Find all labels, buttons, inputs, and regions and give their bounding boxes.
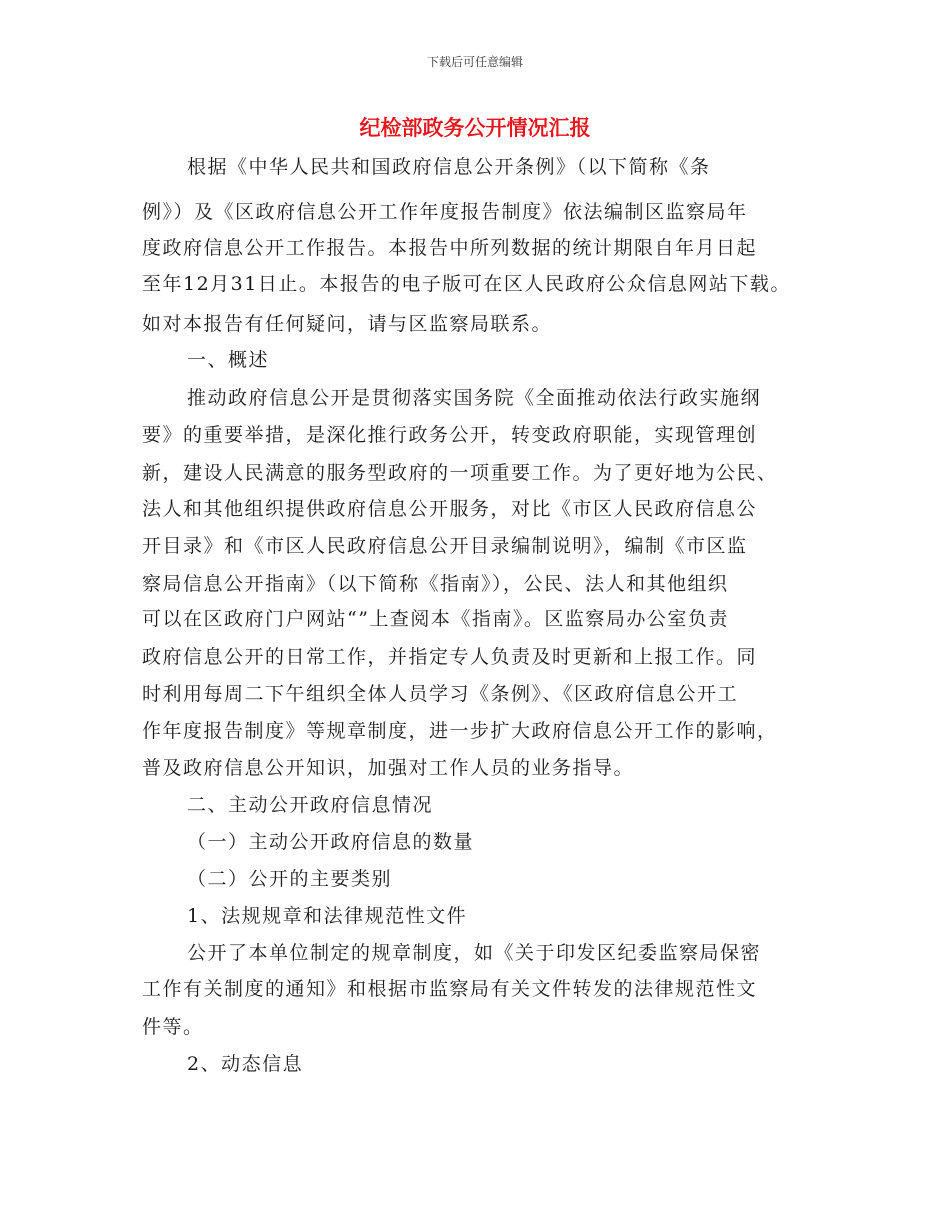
paragraph-line: 至年12月31日止。本报告的电子版可在区人民政府公众信息网站下载。 xyxy=(142,273,791,295)
item-heading: 1、法规规章和法律规范性文件 xyxy=(187,905,468,927)
paragraph-line: 度政府信息公开工作报告。本报告中所列数据的统计期限自年月日起 xyxy=(142,237,758,259)
document-title: 纪检部政务公开情况汇报 xyxy=(359,115,591,140)
paragraph-line: 法人和其他组织提供政府信息公开服务，对比《市区人民政府信息公 xyxy=(142,498,758,520)
subsection-heading: （二）公开的主要类别 xyxy=(187,868,393,890)
paragraph-line: 开目录》和《市区人民政府信息公开目录编制说明》，编制《市区监 xyxy=(142,535,748,557)
page-header-note: 下载后可任意编辑 xyxy=(426,55,523,69)
paragraph-line: 作年度报告制度》等规章制度，进一步扩大政府信息公开工作的影响， xyxy=(142,720,778,742)
paragraph-line: 察局信息公开指南》（以下简称《指南》），公民、法人和其他组织 xyxy=(142,573,729,595)
paragraph-line: 件等。 xyxy=(142,1016,204,1038)
item-heading: 2、动态信息 xyxy=(187,1053,304,1075)
section-heading: 一、概述 xyxy=(187,349,270,371)
section-heading: 二、主动公开政府信息情况 xyxy=(187,794,434,816)
paragraph-line: 公开了本单位制定的规章制度，如《关于印发区纪委监察局保密 xyxy=(187,942,762,964)
paragraph-line: 如对本报告有任何疑问，请与区监察局联系。 xyxy=(142,313,553,335)
paragraph-line: 可以在区政府门户网站“”上查阅本《指南》。区监察局办公室负责 xyxy=(142,608,729,630)
paragraph-line: 新，建设人民满意的服务型政府的一项重要工作。为了更好地为公民、 xyxy=(142,462,778,484)
paragraph-line: 根据《中华人民共和国政府信息公开条例》（以下简称《条 xyxy=(187,156,711,178)
paragraph-line: 政府信息公开的日常工作，并指定专人负责及时更新和上报工作。同 xyxy=(142,646,758,668)
paragraph-line: 要》的重要举措，是深化推行政务公开，转变政府职能，实现管理创 xyxy=(142,424,758,446)
subsection-heading: （一）主动公开政府信息的数量 xyxy=(187,831,475,853)
paragraph-line: 普及政府信息公开知识，加强对工作人员的业务指导。 xyxy=(142,757,635,779)
paragraph-line: 工作有关制度的通知》和根据市监察局有关文件转发的法律规范性文 xyxy=(142,978,758,1000)
paragraph-line: 例》）及《区政府信息公开工作年度报告制度》依法编制区监察局年 xyxy=(142,201,748,223)
paragraph-line: 推动政府信息公开是贯彻落实国务院《全面推动依法行政实施纲 xyxy=(187,387,762,409)
paragraph-line: 时利用每周二下午组织全体人员学习《条例》、《区政府信息公开工 xyxy=(142,683,739,705)
